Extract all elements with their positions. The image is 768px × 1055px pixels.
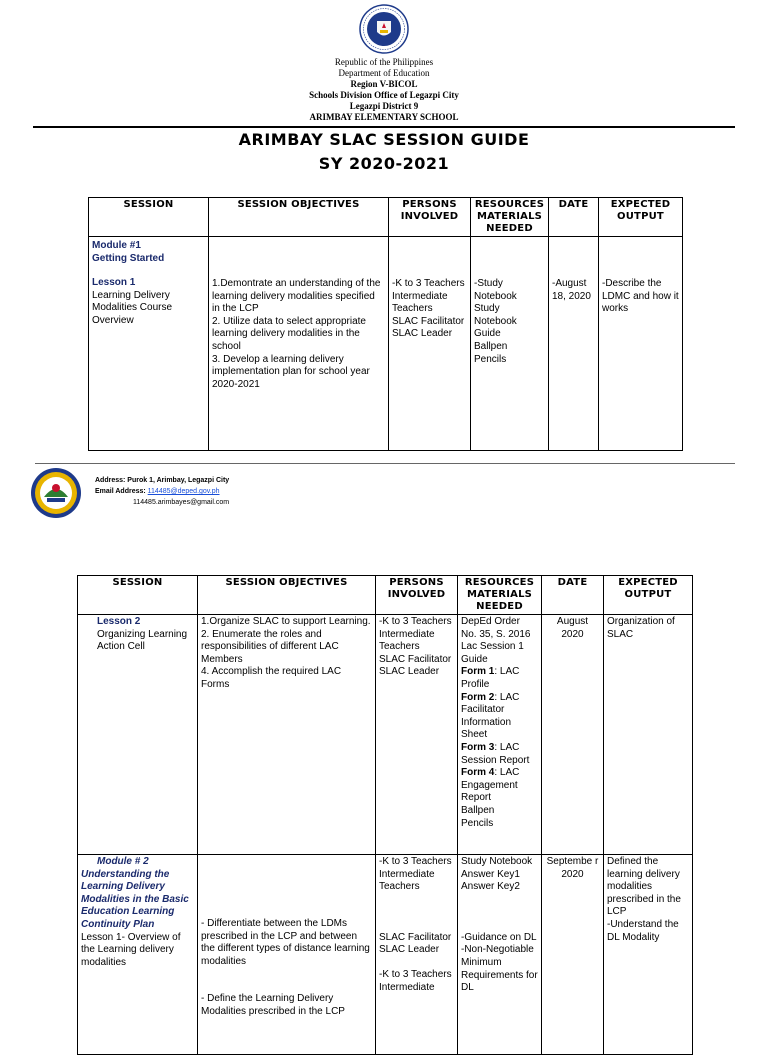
objective-2: - Define the Learning Delivery Modalities prescribed in the LCP: [201, 993, 345, 1017]
col-header-session: SESSION: [78, 576, 198, 615]
lesson-label: Lesson 1: [92, 277, 136, 289]
table-row: [78, 855, 693, 1055]
objectives-cell: [198, 855, 376, 1055]
date-cell: August 2020: [542, 615, 604, 855]
session-cell: [89, 237, 209, 451]
deped-seal-logo: [359, 4, 409, 54]
form3-text: : LAC Session Report: [461, 741, 530, 766]
footer-divider: [35, 463, 735, 464]
session-cell: [78, 855, 198, 1055]
session-cell: [78, 615, 198, 855]
persons-cell: -K to 3 Teachers Intermediate Teachers SLAC Facilitator SLAC Leader: [376, 615, 458, 855]
lesson-label: Lesson 2: [97, 616, 141, 627]
resources-group-2: -Guidance on DL: [461, 931, 537, 943]
objective-1: - Differentiate between the LDMs prescribed in the LCP and between the different types of distance learning modalities: [201, 918, 370, 967]
page-title: ARIMBAY SLAC SESSION GUIDE: [238, 130, 530, 149]
col-header-persons: PERSONS INVOLVED: [389, 198, 471, 237]
persons-group-2: SLAC Facilitator SLAC Leader: [379, 931, 452, 956]
header-line-republic: Republic of the Philippines: [334, 57, 434, 67]
module-title: Getting Started: [92, 252, 165, 264]
form3-label: Form 3: [461, 741, 495, 753]
persons-group-3: -K to 3 Teachers Intermediate: [379, 968, 452, 993]
footer-email-label: Email Address:: [95, 488, 148, 495]
persons-cell: -K to 3 Teachers Intermediate Teachers SLAC Facilitator SLAC Leader: [389, 237, 471, 451]
module-label: Module # 2: [97, 856, 149, 867]
header-divider: [33, 126, 735, 128]
school-logo: [30, 467, 82, 519]
col-header-resources: RESOURCES MATERIALS NEEDED: [471, 198, 549, 237]
date-cell: -August 18, 2020: [549, 237, 599, 451]
resources-cell: [458, 615, 542, 855]
objectives-cell: 1.Organize SLAC to support Learning. 2. Enumerate the roles and responsibilities of different LAC Members 4. Accomplish the required LAC Forms: [198, 615, 376, 855]
footer-address: Address: Purok 1, Arimbay, Legazpi City: [95, 477, 230, 484]
resources-intro: DepEd Order No. 35, S. 2016 Lac Session 1 Guide: [461, 616, 531, 665]
col-header-resources: RESOURCES MATERIALS NEEDED: [458, 576, 542, 615]
form4-text: : LAC Engagement Report: [461, 767, 520, 804]
page-subtitle: SY 2020-2021: [318, 154, 450, 173]
col-header-date: DATE: [542, 576, 604, 615]
col-header-session: SESSION: [89, 198, 209, 237]
school-header: [0, 57, 768, 123]
session-table-2: [77, 575, 693, 1055]
footer-email-link[interactable]: 114485@deped.gov.ph: [147, 488, 220, 495]
lesson-title: Lesson 1- Overview of the Learning delivery modalities: [81, 931, 181, 968]
persons-group-1: -K to 3 Teachers Intermediate Teachers: [379, 856, 452, 893]
col-header-output: EXPECTED OUTPUT: [599, 198, 683, 237]
form1-label: Form 1: [461, 666, 495, 678]
lesson-title: Learning Delivery Modalities Course Overview: [92, 289, 173, 326]
header-line-school: ARIMBAY ELEMENTARY SCHOOL: [309, 112, 459, 122]
resources-cell: [458, 855, 542, 1055]
output-cell: Defined the learning delivery modalities prescribed in the LCP -Understand the DL Modality: [604, 855, 693, 1055]
header-line-district: Legazpi District 9: [349, 101, 419, 111]
header-line-region: Region V-BICOL: [350, 79, 418, 89]
output-cell: Organization of SLAC: [604, 615, 693, 855]
output-cell: -Describe the LDMC and how it works: [599, 237, 683, 451]
col-header-date: DATE: [549, 198, 599, 237]
resources-outro: Ballpen Pencils: [461, 804, 495, 829]
objectives-cell: 1.Demontrate an understanding of the learning delivery modalities specified in the LCP 2. Utilize data to select appropriate learning delivery modalities in the school 3. Develop a learning delivery implementation plan for school year 2020-2021: [209, 237, 389, 451]
header-line-department: Department of Education: [338, 68, 430, 78]
resources-group-3: -Non-Negotiable Minimum Requirements for DL: [461, 944, 538, 994]
module-title: Understanding the Learning Delivery Modalities in the Basic Education Learning Continuity Plan: [81, 868, 189, 930]
col-header-objectives: SESSION OBJECTIVES: [209, 198, 389, 237]
session-table-1: [88, 197, 683, 451]
table-row: [78, 615, 693, 855]
col-header-output: EXPECTED OUTPUT: [604, 576, 693, 615]
col-header-persons: PERSONS INVOLVED: [376, 576, 458, 615]
persons-cell: [376, 855, 458, 1055]
header-line-division: Schools Division Office of Legazpi City: [309, 90, 459, 100]
form1-text: : LAC Profile: [461, 666, 520, 690]
date-cell: Septembe r 2020: [542, 855, 604, 1055]
footer-email-2: 114485.arimbayes@gmail.com: [133, 499, 230, 506]
footer-contact: [95, 475, 229, 508]
resources-cell: -Study Notebook Study Notebook Guide Ballpen Pencils: [471, 237, 549, 451]
form2-label: Form 2: [461, 691, 495, 703]
resources-group-1: Study Notebook Answer Key1 Answer Key2: [461, 856, 533, 893]
form2-text: : LAC Facilitator Information Sheet: [461, 691, 520, 741]
module-label: Module #1: [92, 240, 141, 251]
form4-label: Form 4: [461, 767, 495, 779]
lesson-title: Organizing Learning Action Cell: [97, 628, 188, 653]
col-header-objectives: SESSION OBJECTIVES: [198, 576, 376, 615]
table-row: [89, 237, 683, 451]
